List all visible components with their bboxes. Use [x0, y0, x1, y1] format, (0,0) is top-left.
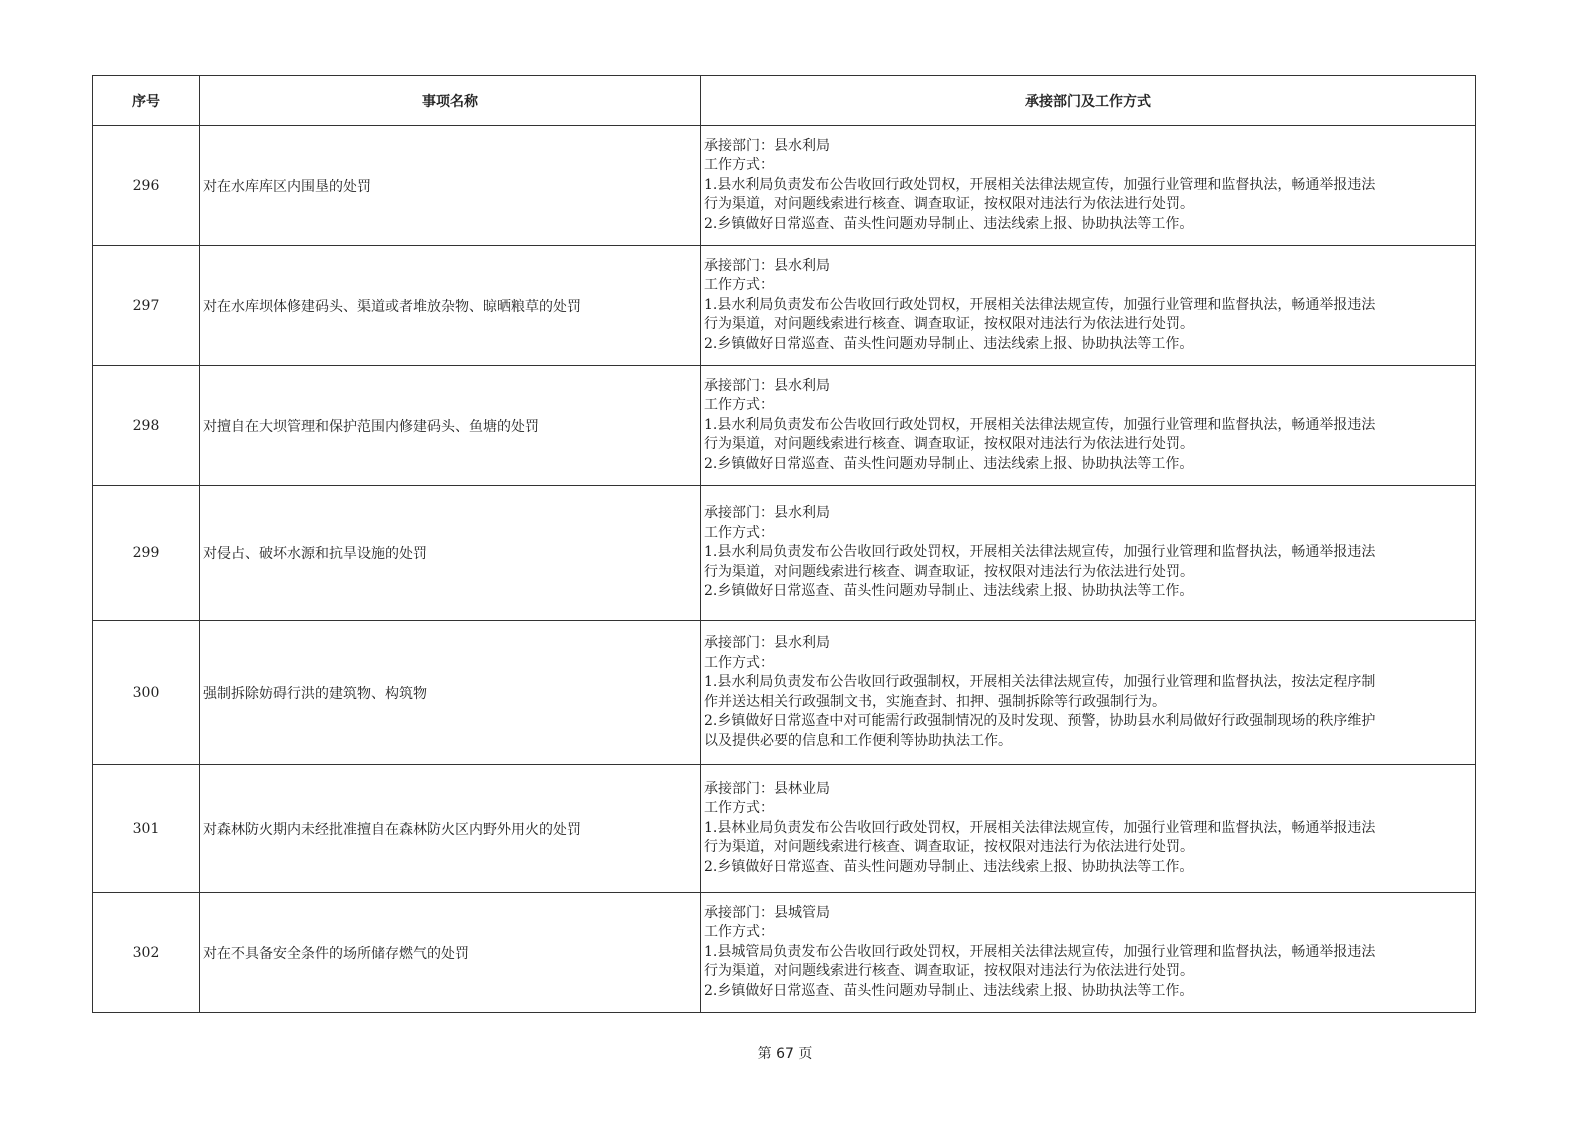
table-row: [93, 765, 1476, 893]
table-row: [93, 246, 1476, 366]
method-text-line: 工作方式：: [704, 800, 774, 817]
item-name-cell: 对在不具备安全条件的场所储存燃气的处罚: [200, 893, 701, 1013]
serial-number-cell: 302: [93, 893, 200, 1013]
serial-number-cell: 297: [93, 246, 200, 366]
method-text-line: 承接部门：县水利局: [704, 257, 830, 274]
method-text-line: 工作方式：: [704, 397, 774, 414]
table-row: [93, 366, 1476, 486]
item-name-cell: 对在水库坝体修建码头、渠道或者堆放杂物、晾晒粮草的处罚: [200, 246, 701, 366]
method-text-line: 作并送达相关行政强制文书，实施查封、扣押、强制拆除等行政强制行为。: [704, 693, 1166, 710]
header-item-name: 事项名称: [200, 76, 701, 126]
department-method-cell: [701, 366, 1476, 486]
method-text-line: 工作方式：: [704, 924, 774, 941]
department-method-cell: [701, 246, 1476, 366]
header-department-and-method: 承接部门及工作方式: [701, 76, 1476, 126]
method-text-line: 承接部门：县水利局: [704, 505, 830, 522]
serial-number-cell: 299: [93, 486, 200, 621]
item-name-cell: 强制拆除妨碍行洪的建筑物、构筑物: [200, 621, 701, 765]
method-text-line: 1.县林业局负责发布公告收回行政处罚权，开展相关法律法规宣传，加强行业管理和监督执法，畅通举报违法: [704, 819, 1376, 836]
page-number: 第 67 页: [757, 1046, 813, 1062]
serial-number-cell: 300: [93, 621, 200, 765]
item-name-cell: 对侵占、破坏水源和抗旱设施的处罚: [200, 486, 701, 621]
method-text-line: 承接部门：县林业局: [704, 780, 830, 797]
table-header-row: [93, 76, 1476, 126]
method-text-line: 2.乡镇做好日常巡查、苗头性问题劝导制止、违法线索上报、协助执法等工作。: [704, 455, 1194, 472]
method-text-line: 1.县水利局负责发布公告收回行政处罚权，开展相关法律法规宣传，加强行业管理和监督执法，畅通举报违法: [704, 416, 1376, 433]
header-serial-number: 序号: [93, 76, 200, 126]
method-text-line: 承接部门：县水利局: [704, 137, 830, 154]
item-name-cell: 对擅自在大坝管理和保护范围内修建码头、鱼塘的处罚: [200, 366, 701, 486]
method-text-line: 工作方式：: [704, 524, 774, 541]
method-text-line: 承接部门：县城管局: [704, 904, 830, 921]
serial-number-cell: 298: [93, 366, 200, 486]
method-text-line: 行为渠道，对问题线索进行核查、调查取证，按权限对违法行为依法进行处罚。: [704, 839, 1194, 856]
serial-number-cell: 296: [93, 126, 200, 246]
table-row: [93, 486, 1476, 621]
method-text-line: 1.县水利局负责发布公告收回行政强制权，开展相关法律法规宣传，加强行业管理和监督执法，按法定程序制: [704, 674, 1376, 690]
method-text-line: 1.县水利局负责发布公告收回行政处罚权，开展相关法律法规宣传，加强行业管理和监督执法，畅通举报违法: [704, 296, 1376, 313]
method-text-line: 行为渠道，对问题线索进行核查、调查取证，按权限对违法行为依法进行处罚。: [704, 563, 1194, 580]
department-method-cell: [701, 765, 1476, 893]
method-text-line: 1.县水利局负责发布公告收回行政处罚权，开展相关法律法规宣传，加强行业管理和监督执法，畅通举报违法: [704, 544, 1376, 561]
method-text-line: 工作方式：: [704, 277, 774, 294]
table-row: [93, 893, 1476, 1013]
matters-table: [92, 75, 1476, 1013]
method-text-line: 行为渠道，对问题线索进行核查、调查取证，按权限对违法行为依法进行处罚。: [704, 196, 1194, 213]
method-text-line: 2.乡镇做好日常巡查、苗头性问题劝导制止、违法线索上报、协助执法等工作。: [704, 583, 1194, 600]
method-text-line: 2.乡镇做好日常巡查、苗头性问题劝导制止、违法线索上报、协助执法等工作。: [704, 215, 1194, 232]
department-method-cell: [701, 621, 1476, 765]
department-method-cell: [701, 486, 1476, 621]
method-text-line: 1.县城管局负责发布公告收回行政处罚权，开展相关法律法规宣传，加强行业管理和监督执法，畅通举报违法: [704, 943, 1376, 960]
department-method-cell: [701, 126, 1476, 246]
method-text-line: 1.县水利局负责发布公告收回行政处罚权，开展相关法律法规宣传，加强行业管理和监督执法，畅通举报违法: [704, 176, 1376, 193]
serial-number-cell: 301: [93, 765, 200, 893]
table-row: [93, 621, 1476, 765]
method-text-line: 工作方式：: [704, 157, 774, 174]
method-text-line: 行为渠道，对问题线索进行核查、调查取证，按权限对违法行为依法进行处罚。: [704, 963, 1194, 980]
method-text-line: 承接部门：县水利局: [704, 635, 830, 651]
method-text-line: 以及提供必要的信息和工作便利等协助执法工作。: [704, 732, 1012, 749]
method-text-line: 行为渠道，对问题线索进行核查、调查取证，按权限对违法行为依法进行处罚。: [704, 436, 1194, 453]
method-text-line: 行为渠道，对问题线索进行核查、调查取证，按权限对违法行为依法进行处罚。: [704, 316, 1194, 333]
table-row: [93, 126, 1476, 246]
method-text-line: 承接部门：县水利局: [704, 377, 830, 394]
method-text-line: 2.乡镇做好日常巡查、苗头性问题劝导制止、违法线索上报、协助执法等工作。: [704, 335, 1194, 352]
item-name-cell: 对森林防火期内未经批准擅自在森林防火区内野外用火的处罚: [200, 765, 701, 893]
department-method-cell: [701, 893, 1476, 1013]
method-text-line: 2.乡镇做好日常巡查中对可能需行政强制情况的及时发现、预警，协助县水利局做好行政强制现场的秩序维护: [704, 713, 1376, 729]
method-text-line: 工作方式：: [704, 654, 774, 671]
method-text-line: 2.乡镇做好日常巡查、苗头性问题劝导制止、违法线索上报、协助执法等工作。: [704, 858, 1194, 875]
item-name-cell: 对在水库库区内围垦的处罚: [200, 126, 701, 246]
method-text-line: 2.乡镇做好日常巡查、苗头性问题劝导制止、违法线索上报、协助执法等工作。: [704, 982, 1194, 999]
